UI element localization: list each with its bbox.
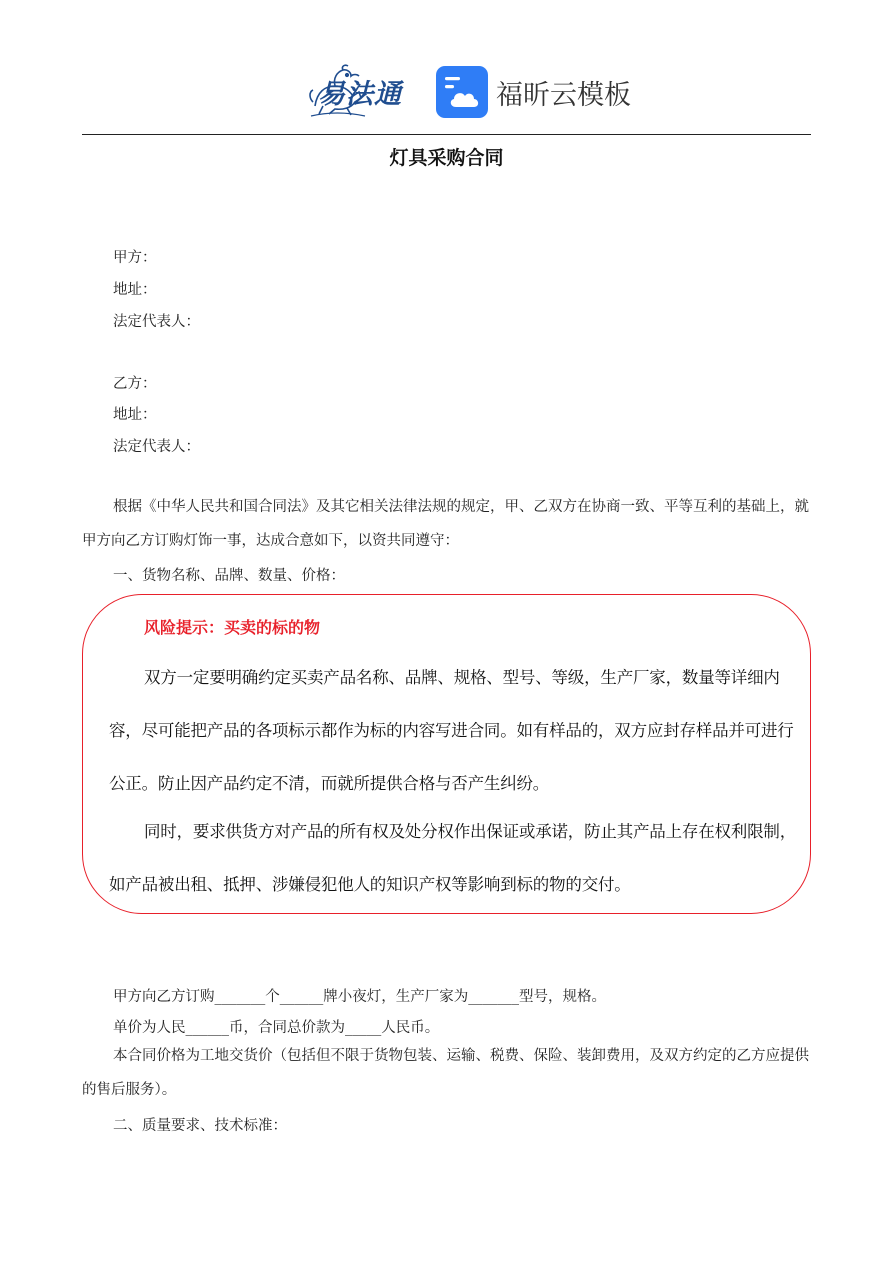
risk-warning-paragraph-1: 双方一定要明确约定买卖产品名称、品牌、规格、型号、等级，生产厂家，数量等详细内容，尽可能把产品的各项标示都作为标的内容写进合同。如有样品的，双方应封存样品并可进行公正。防止因产品约定不清，而就所提供合格与否产生纠纷。 — [109, 668, 794, 793]
document-title: 灯具采购合同 — [389, 147, 504, 169]
header-divider — [82, 134, 811, 135]
yifatong-logo-text: 易法通 — [318, 79, 402, 110]
section-2-heading: 二、质量要求、技术标准： — [113, 1118, 287, 1134]
section-1-heading: 一、货物名称、品牌、数量、价格： — [113, 568, 345, 584]
party-b-representative-label: 法定代表人： — [113, 439, 200, 455]
party-a-address-label: 地址： — [113, 282, 157, 298]
party-b-name-label: 乙方： — [113, 376, 157, 392]
risk-warning-paragraph-2: 同时，要求供货方对产品的所有权及处分权作出保证或承诺，防止其产品上存在权利限制，如产品被出租、抵押、涉嫌侵犯他人的知识产权等影响到标的物的交付。 — [109, 822, 797, 894]
price-terms-paragraph: 本合同价格为工地交货价（包括但不限于货物包装、运输、税费、保险、装卸费用，及双方约定的乙方应提供的售后服务）。 — [82, 1048, 809, 1098]
foxit-cloud-template-icon — [436, 66, 488, 118]
intro-paragraph: 根据《中华人民共和国合同法》及其它相关法律法规的规定，甲、乙双方在协商一致、平等互利的基础上，就甲方向乙方订购灯饰一事，达成合意如下，以资共同遵守： — [82, 499, 809, 549]
order-quantity-line: 甲方向乙方订购_______个______牌小夜灯，生产厂家为_______型号，规格。 — [113, 989, 606, 1005]
unit-price-line: 单价为人民______币，合同总价款为_____人民币。 — [113, 1020, 440, 1036]
party-a-representative-label: 法定代表人： — [113, 314, 200, 330]
party-b-address-label: 地址： — [113, 407, 157, 423]
risk-warning-title: 风险提示：买卖的标的物 — [144, 618, 321, 637]
foxit-cloud-template-logo-text: 福昕云模板 — [496, 80, 631, 111]
party-a-name-label: 甲方： — [113, 250, 157, 266]
